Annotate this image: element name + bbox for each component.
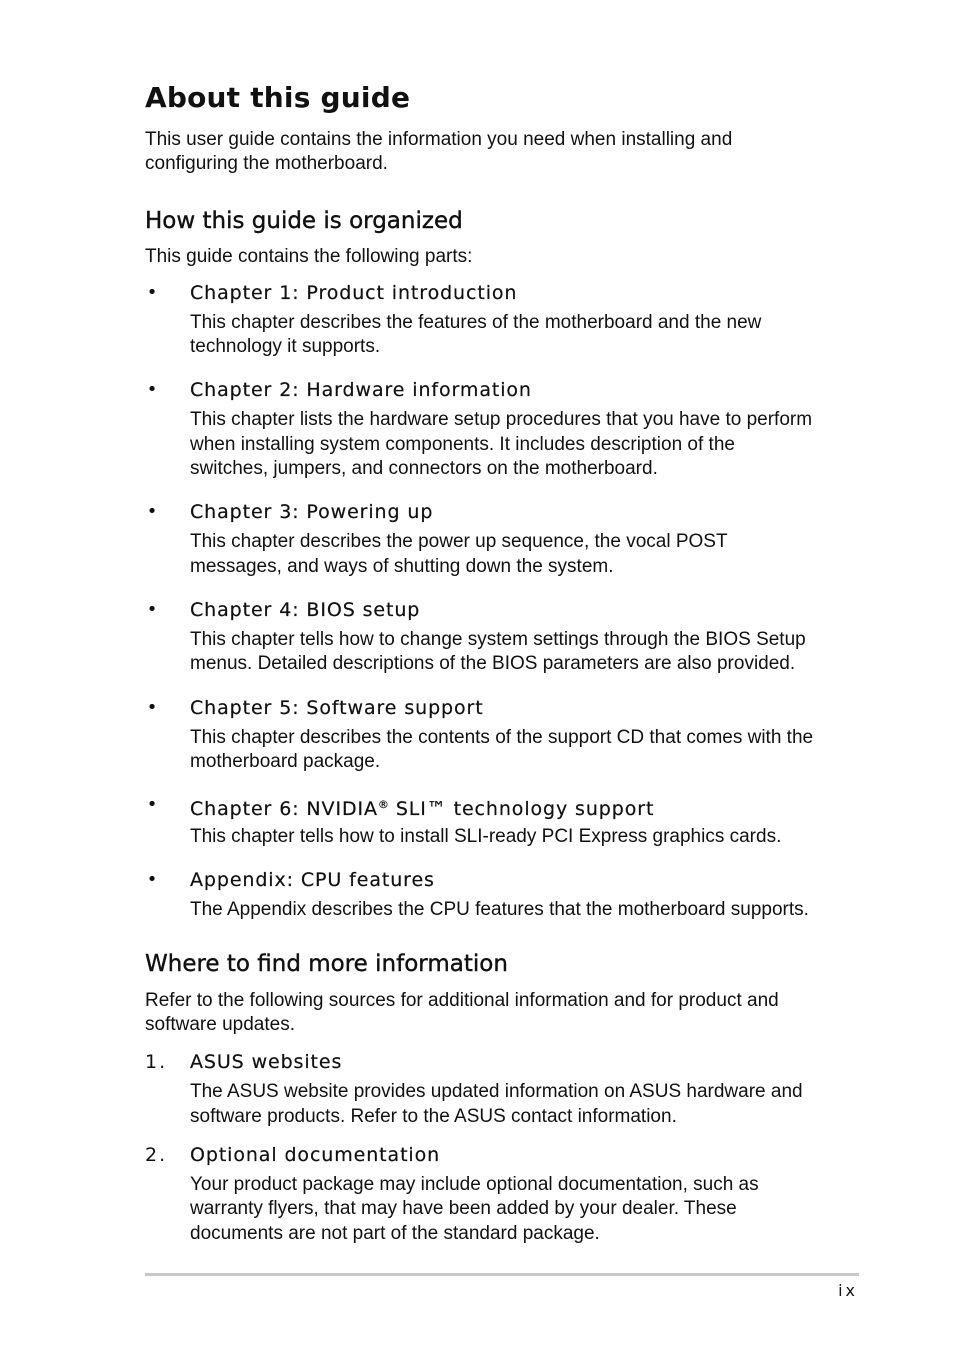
item-description: This chapter lists the hardware setup procedures that you have to perform when installing system components. It includes description of the switches, jumpers, and connectors on the motherboard.	[190, 409, 813, 480]
list-item	[145, 868, 815, 922]
page-title: About this guide	[145, 81, 411, 114]
item-heading: Chapter 1: Product introduction	[190, 281, 518, 304]
item-description: This chapter describes the power up sequence, the vocal POST messages, and ways of shutting down the system.	[190, 531, 728, 577]
footer-rule	[145, 1273, 859, 1276]
item-description: The Appendix describes the CPU features that the motherboard supports.	[190, 899, 809, 921]
bullet-icon: •	[146, 598, 158, 620]
list-item	[145, 1143, 815, 1246]
list-item	[145, 281, 815, 360]
item-heading: Appendix: CPU features	[190, 869, 435, 892]
item-number: 1.	[145, 1051, 168, 1074]
item-heading-text: Chapter 6: NVIDIA	[190, 798, 378, 821]
section-heading-more-info: Where to find more information	[145, 950, 508, 977]
registered-mark: ®	[377, 798, 389, 812]
page-content	[145, 78, 815, 1246]
bullet-icon: •	[146, 696, 158, 718]
list-item	[145, 1050, 815, 1129]
bullet-icon: •	[146, 379, 158, 401]
item-description: This chapter tells how to install SLI-ready PCI Express graphics cards.	[190, 826, 782, 848]
bullet-icon: •	[146, 869, 158, 891]
parts-list	[145, 281, 815, 923]
item-heading: Chapter 4: BIOS setup	[190, 598, 421, 621]
item-heading	[190, 793, 815, 821]
section-heading-organized: How this guide is organized	[145, 207, 463, 234]
bullet-icon: •	[146, 501, 158, 523]
section-intro-more-info: Refer to the following sources for additional information and for product and software updates.	[145, 989, 779, 1036]
item-description: This chapter tells how to change system settings through the BIOS Setup menus. Detailed descriptions of the BIOS parameters are also provided.	[190, 628, 806, 675]
list-item	[145, 378, 815, 481]
item-description: The ASUS website provides updated information on ASUS hardware and software products. Refer to the ASUS contact information.	[190, 1081, 803, 1127]
item-heading: Chapter 2: Hardware information	[190, 379, 532, 402]
item-heading-text-rest: SLI™ technology support	[388, 798, 655, 821]
item-description: This chapter describes the features of the motherboard and the new technology it supports.	[190, 311, 762, 358]
bullet-icon: •	[146, 281, 158, 303]
list-item	[145, 500, 815, 579]
item-heading: Optional documentation	[190, 1143, 441, 1166]
list-item	[145, 598, 815, 677]
intro-paragraph: This user guide contains the information you need when installing and configuring the motherboard.	[145, 129, 733, 175]
list-item	[145, 696, 815, 775]
page-number: ix	[838, 1281, 858, 1300]
list-item	[145, 793, 815, 849]
item-number: 2.	[145, 1143, 168, 1166]
item-heading: ASUS websites	[190, 1051, 343, 1074]
item-heading: Chapter 3: Powering up	[190, 501, 434, 524]
item-heading: Chapter 5: Software support	[190, 696, 484, 719]
bullet-icon: •	[146, 794, 158, 816]
item-description: Your product package may include optional documentation, such as warranty flyers, that may have been added by your dealer. These documents are not part of the standard package.	[190, 1173, 759, 1244]
sources-list	[145, 1050, 815, 1245]
section-intro-organized: This guide contains the following parts:	[145, 245, 473, 267]
item-description: This chapter describes the contents of the support CD that comes with the motherboard package.	[190, 726, 814, 772]
